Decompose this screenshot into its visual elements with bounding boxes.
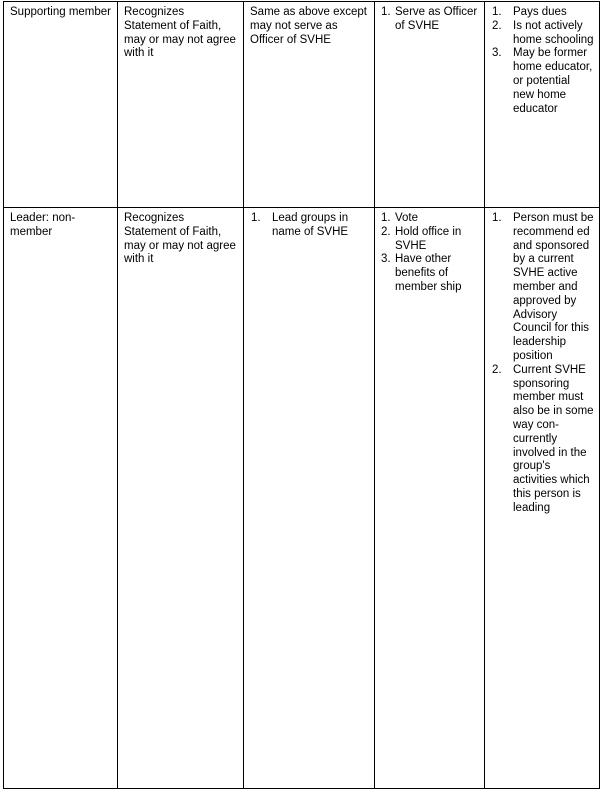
- member-type-cell: Supporting member: [4, 2, 118, 208]
- list-item: 1. Vote: [381, 212, 419, 224]
- list-item: 2. Hold office in SVHE: [381, 225, 462, 252]
- privileges-list: [250, 212, 369, 240]
- list-item-text: Current SVHE sponsoring member must also be in some way con-currently involved in the group's activities which this person is leading: [513, 363, 594, 514]
- table-row: [4, 208, 600, 789]
- membership-table: [3, 1, 600, 789]
- table-row: [4, 2, 600, 208]
- faith-cell: Recognizes Statement of Faith, may or may not agree with it: [118, 208, 244, 789]
- list-item: 1. Person must be recommend ed and sponsored by a current SVHE active member and approved by Advisory Council for this leadership position: [492, 212, 594, 362]
- privileges-cell: [244, 208, 375, 789]
- rights-list: [381, 6, 479, 34]
- list-item-text: Lead groups in name of SVHE: [272, 212, 349, 238]
- list-item: 1. Serve as Officer of SVHE: [381, 6, 478, 32]
- list-item-text: Vote: [395, 212, 419, 224]
- list-item-text: May be former home educator, or potential new home educator: [513, 47, 593, 115]
- privileges-cell: Same as above except may not serve as Officer of SVHE: [244, 2, 375, 208]
- list-item: 1. Pays dues: [492, 6, 567, 18]
- list-item: 3. May be former home educator, or potential new home educator: [492, 47, 593, 115]
- list-item-text: Person must be recommend ed and sponsored by a current SVHE active member and approved by Advisory Council for this leadership position: [513, 212, 594, 362]
- list-item-text: Hold office in SVHE: [395, 225, 462, 252]
- requirements-cell: [485, 2, 600, 208]
- faith-cell: Recognizes Statement of Faith, may or may not agree with it: [118, 2, 244, 208]
- requirements-list: [491, 6, 594, 116]
- list-item: 2. Current SVHE sponsoring member must also be in some way con-currently involved in the group's activities which this person is leading: [492, 363, 594, 514]
- list-item-text: Is not actively home schooling: [513, 19, 594, 46]
- list-item-text: Pays dues: [513, 6, 567, 18]
- rights-cell: [375, 208, 485, 789]
- requirements-cell: [485, 208, 600, 789]
- requirements-list: [491, 212, 594, 516]
- list-item: 3. Have other benefits of member ship: [381, 253, 462, 293]
- rights-list: [381, 212, 479, 295]
- member-type-cell: Leader: non-member: [4, 208, 118, 789]
- list-item-text: Serve as Officer of SVHE: [395, 6, 478, 32]
- rights-cell: [375, 2, 485, 208]
- list-item: 1. Lead groups in name of SVHE: [251, 212, 349, 238]
- list-item: 2. Is not actively home schooling: [492, 19, 594, 46]
- list-item-text: Have other benefits of member ship: [395, 253, 462, 293]
